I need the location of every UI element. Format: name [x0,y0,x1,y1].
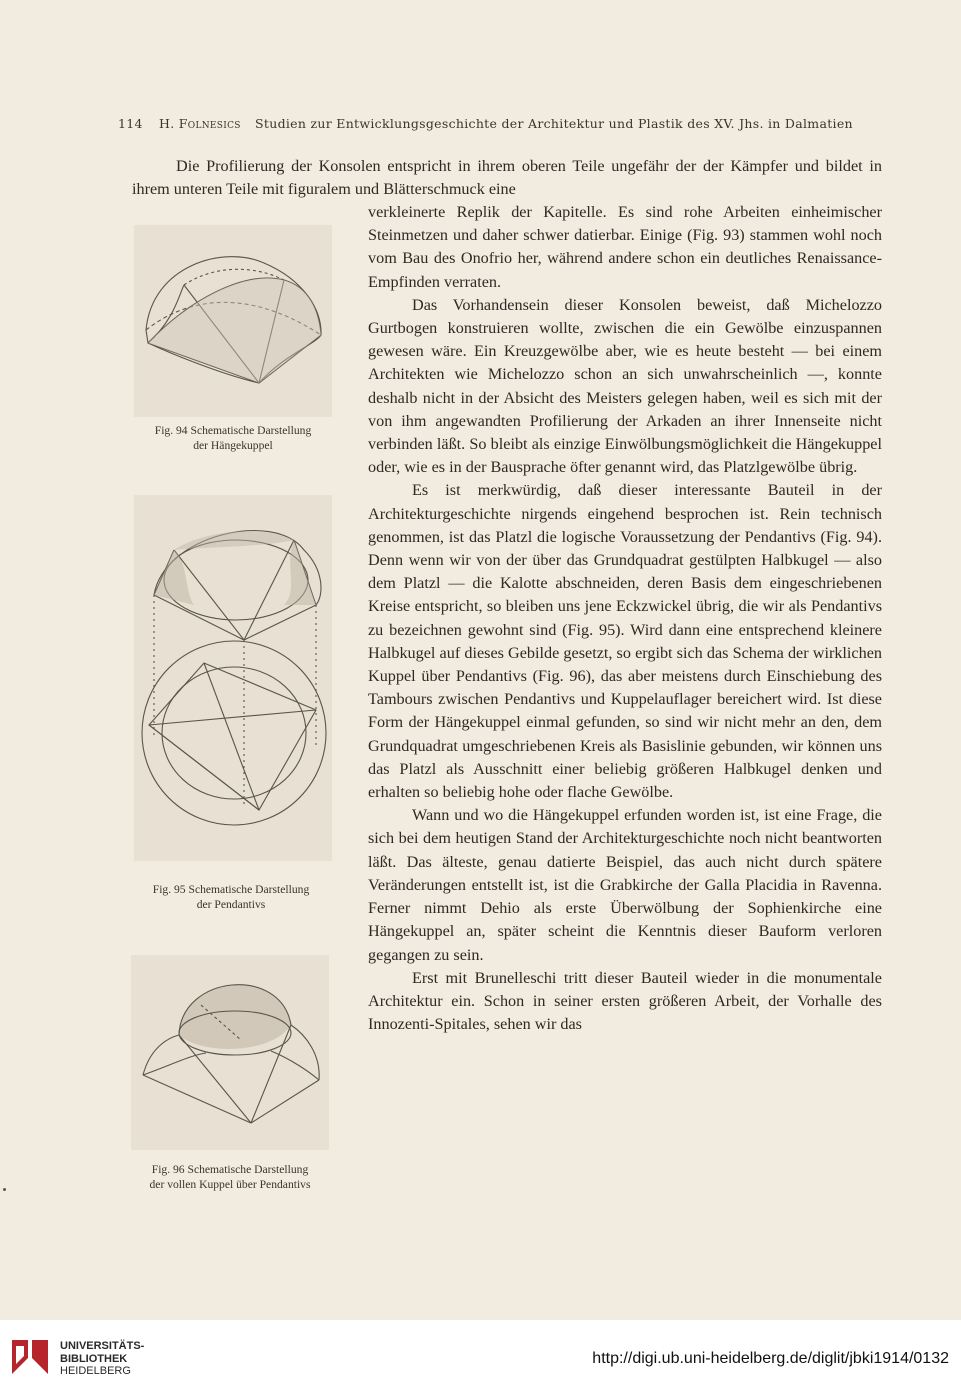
volle-kuppel-diagram [131,955,329,1150]
haengekuppel-diagram [134,225,332,417]
caption-line: der vollen Kuppel über Pendantivs [149,1178,311,1191]
caption-line: der Pendantivs [196,898,266,911]
paragraph: Es ist merkwürdig, daß dieser interessante Bauteil in der Architekturgeschichte nirgends eingehend besprochen ist. Rein technisch genommen, ist das Platzl die logische Voraussetzung der Pendantivs (Fig. 94). Denn wenn wir von der über das Grundquadrat gestülpten Halbkugel — also dem Platzl — die Kalotte abschneiden, deren Basis dem eingeschriebenen Kreise entspricht, so bleiben uns jene Eckzwickel übrig, die wir als Pendantivs zu bezeichnen gewohnt sind (Fig. 95). Wird dann eine entsprechend kleinere Halbkugel auf dieses Gebilde gesetzt, so ergibt sich das Schema der wirklichen Kuppel über Pendantivs (Fig. 96), das aber meistens durch Einschiebung des Tambours zwischen Pendantivs und Kuppelauflager bereichert wird. Ist diese Form der Hängekuppel einmal gefunden, so sind wir nicht mehr an den, dem Grundquadrat umgeschriebenen Kreis als Basislinie gebunden, wir können uns das Platzl als Ausschnitt einer beliebig größeren Halbkugel denken und erhalten so beliebig hohe oder flache Gewölbe. [368,481,882,802]
university-library-logo-icon [8,1334,54,1380]
scan-speck [3,1188,6,1191]
institution-line: HEIDELBERG [60,1365,131,1377]
caption-line: Fig. 95 Schematische Darstellung [152,883,310,896]
institution-name [60,1340,144,1378]
figure-95-caption [124,882,338,912]
paragraph: verkleinerte Replik der Kapitelle. Es sind rohe Arbeiten einheimischer Steinmetzen und daher schwer datierbar. Einige (Fig. 93) stammen wohl noch vom Bau des Onofrio her, während andere schon ein deutliches Renaissance-Empfinden verraten. [368,203,882,291]
figure-94-image [134,225,332,417]
permalink-url[interactable]: http://digi.ub.uni-heidelberg.de/diglit/jbki1914/0132 [592,1350,949,1367]
running-header [118,116,858,131]
paragraph: Erst mit Brunelleschi tritt dieser Bauteil wieder in die monumentale Architektur ein. Schon in seiner ersten größeren Arbeit, der Vorhalle des Innozenti-Spitales, sehen wir das [368,968,882,1034]
paragraph: Wann und wo die Hängekuppel erfunden worden ist, ist eine Frage, die sich bei dem heutigen Stand der Architekturgeschichte noch nicht beantworten läßt. Das älteste, genau datierte Beispiel, das auch nicht durch spätere Veränderungen entstellt ist, ist die Grabkirche der Galla Placidia in Ravenna. Ferner nimmt Dehio als erste Überwölbung der Sophienkirche eine Hängekuppel an, später scheint die Kenntnis dieser Bauform verloren gegangen zu sein. [368,806,882,964]
text-full-width [132,155,882,201]
library-footer [0,1320,961,1396]
caption-line: der Hängekuppel [193,439,273,452]
caption-line: Fig. 96 Schematische Darstellung [151,1163,309,1176]
page-number: 114 [118,116,143,131]
header-title: Studien zur Entwicklungsgeschichte der Architektur und Plastik des XV. Jhs. in Dalmatien [255,116,853,131]
figure-96-caption [118,1162,342,1192]
paragraph: Die Profilierung der Konsolen entspricht in ihrem oberen Teile ungefähr der der Kämpfer und bildet in ihrem unteren Teile mit figuralem und Blätterschmuck eine [132,157,882,199]
institution-line: UNIVERSITÄTS- [60,1340,145,1352]
paragraph: Das Vorhandensein dieser Konsolen beweist, daß Michelozzo Gurtbogen konstruieren wollte, zwischen die ein Gewölbe einzuspannen gewesen wäre. Ein Kreuzgewölbe aber, wie es heute besteht — bei einem Architekten wie Michelozzo schon an sich unwahrscheinlich —, konnte deshalb nicht in der Absicht des Meisters gelegen haben, weil es sich mit der von ihm angewandten Profilierung der Arkaden an ihrer Innenseite nicht verbinden läßt. So bleibt als einzige Einwölbungsmöglichkeit die Hängekuppel oder, wie es in der Bausprache öfter genannt wird, das Platzlgewölbe übrig. [368,295,882,477]
institution-line: BIBLIOTHEK [60,1352,128,1365]
figure-94-caption [128,423,338,453]
pendantivs-diagram [134,495,332,861]
figure-96-image [131,955,329,1150]
text-column [368,201,882,1036]
header-author: H. Folnesics [159,116,241,131]
figure-95-image [134,495,332,861]
caption-line: Fig. 94 Schematische Darstellung [154,424,312,437]
